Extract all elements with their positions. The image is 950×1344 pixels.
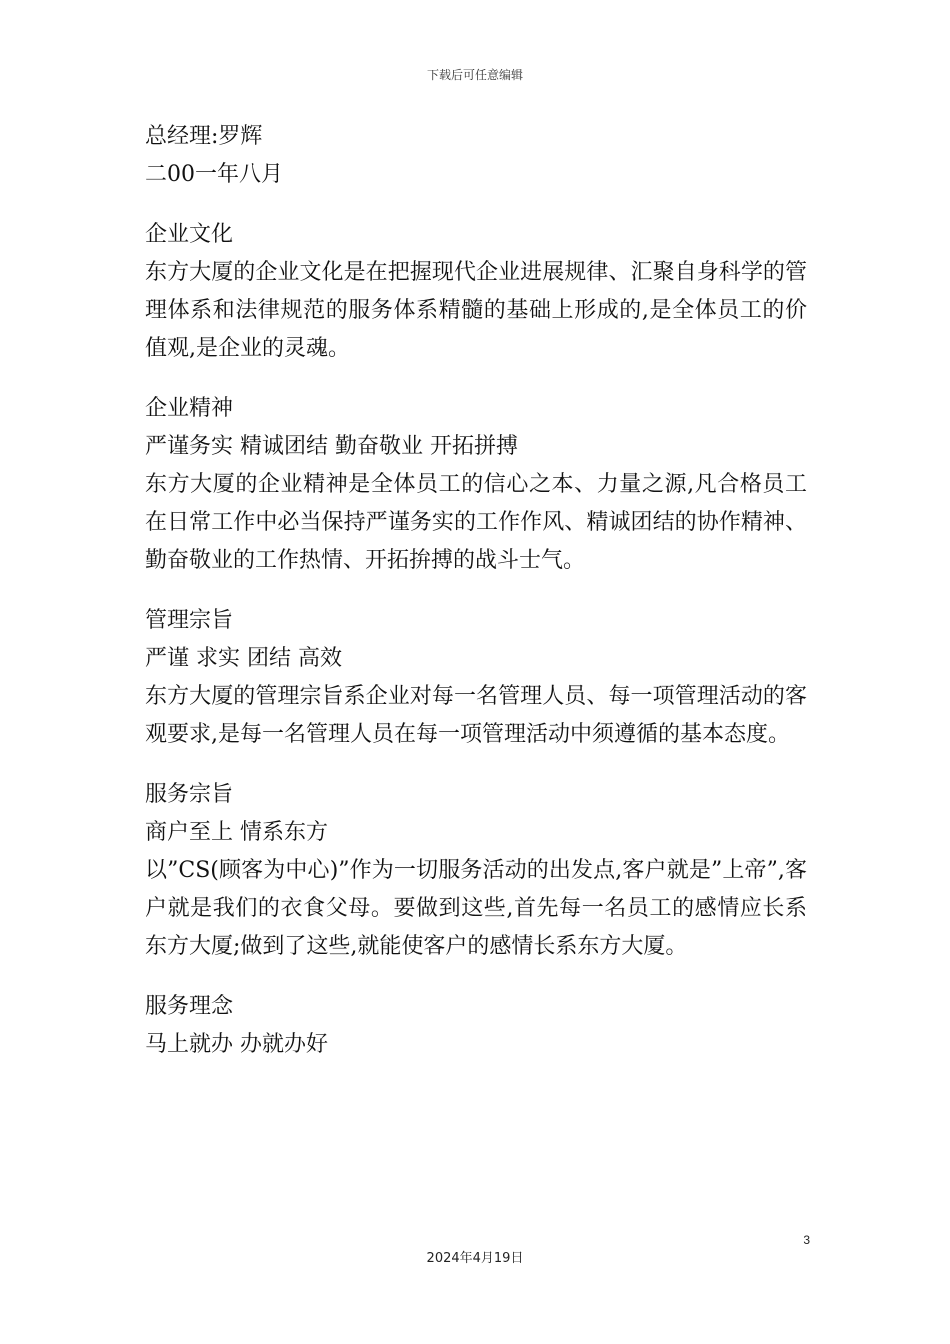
section-gap [145, 368, 807, 390]
document-body [145, 118, 807, 1064]
section-body-spirit: 东方大厦的企业精神是全体员工的信心之本、力量之源,凡合格员工在日常工作中必当保持严谨务实的工作作风、精诚团结的协作精神、勤奋敬业的工作热情、开拓拚搏的战斗士气。 [145, 472, 807, 573]
section-motto-spirit: 严谨务实 精诚团结 勤奋敬业 开拓拼搏 [145, 434, 518, 459]
signature-date: 二00一年八月 [145, 162, 283, 187]
section-gap [145, 754, 807, 776]
section-body-culture: 东方大厦的企业文化是在把握现代企业进展规律、汇聚自身科学的管理体系和法律规范的服务体系精髓的基础上形成的,是全体员工的价值观,是企业的灵魂。 [145, 260, 807, 361]
section-gap [145, 966, 807, 988]
manager-signature: 总经理:罗辉 [145, 124, 263, 149]
section-body-service: 以”CS(顾客为中心)”作为一切服务活动的出发点,客户就是”上帝”,客户就是我们的衣食父母。要做到这些,首先每一名员工的感情应长系东方大厦;做到了这些,就能使客户的感情长系东方大厦。 [145, 858, 807, 959]
page-footer-date: 2024年4月19日 [426, 1251, 524, 1266]
page-number: 3 [803, 1233, 810, 1247]
section-title-spirit: 企业精神 [145, 396, 234, 421]
section-title-management: 管理宗旨 [145, 608, 234, 633]
section-motto-management: 严谨 求实 团结 高效 [145, 646, 342, 671]
section-title-culture: 企业文化 [145, 222, 234, 247]
page-header: 下载后可任意编辑 [426, 68, 523, 82]
section-gap [145, 194, 807, 216]
section-title-philosophy: 服务理念 [145, 994, 234, 1019]
section-gap [145, 580, 807, 602]
section-motto-philosophy: 马上就办 办就办好 [145, 1032, 328, 1057]
section-title-service: 服务宗旨 [145, 782, 234, 807]
section-motto-service: 商户至上 情系东方 [145, 820, 328, 845]
section-body-management: 东方大厦的管理宗旨系企业对每一名管理人员、每一项管理活动的客观要求,是每一名管理人员在每一项管理活动中须遵循的基本态度。 [145, 684, 807, 747]
